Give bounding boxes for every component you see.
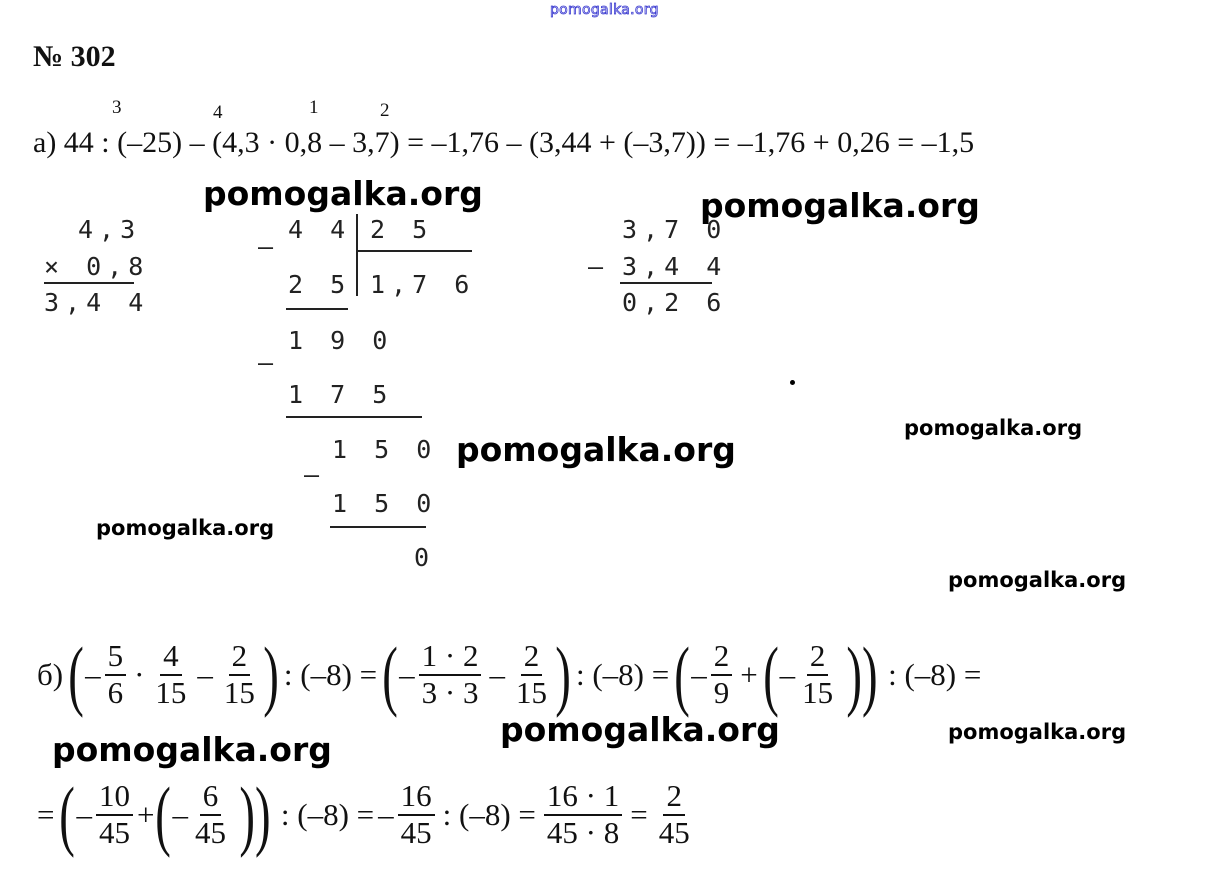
div-line-2 (286, 416, 422, 418)
sub-b: 3,4 4 (622, 252, 728, 281)
fraction: $\frac{2}{15}$ (515, 638, 547, 710)
mult-line (44, 282, 134, 284)
div-op: : (–8) = (888, 657, 982, 692)
plus-op: + (740, 657, 758, 692)
mult-result: 3,4 4 (44, 288, 150, 317)
div-row-3: 1 7 5 (288, 380, 394, 409)
div-line-1 (286, 308, 348, 310)
part-a-equation: а) 44 : (–25) – (4,3 · 0,8 – 3,7) = –1,76 – (3,44 + (–3,7)) = –1,76 + 0,26 = –1,5 (33, 126, 975, 159)
fraction: $\frac{6}{45}$ (194, 778, 226, 850)
div-row-6: 0 (414, 543, 436, 572)
sign: – (76, 797, 92, 832)
watermark: pomogalka.org (456, 430, 736, 469)
paren-close: ) (263, 631, 279, 718)
problem-title: № 302 (33, 40, 116, 73)
part-b-line-2 (33, 770, 697, 860)
sub-result: 0,2 6 (622, 288, 728, 317)
div-row-2: 1 9 0 (288, 326, 394, 355)
order-mark-3: 1 (309, 97, 319, 118)
mult-a: 4,3 (78, 215, 142, 244)
watermark: pomogalka.org (52, 730, 332, 769)
equals: = (630, 797, 648, 832)
watermark: pomogalka.org (948, 720, 1127, 744)
div-op: : (–8) = (575, 657, 670, 692)
div-row-1: 2 5 (288, 270, 352, 299)
div-line-3 (330, 526, 426, 528)
watermark-top: pomogalka.org (550, 2, 659, 18)
watermark: pomogalka.org (904, 416, 1083, 440)
div-divisor: 2 5 (370, 215, 434, 244)
fraction: $\frac{2}{9}$ (711, 640, 733, 709)
div-row-4: 1 5 0 (332, 435, 438, 464)
fraction: $\frac{1 \cdot 2}{3 \cdot 3}$ (419, 640, 482, 709)
part-b-label: б) (37, 657, 64, 692)
sign: – (691, 657, 707, 692)
part-b-line-1 (33, 630, 985, 720)
paren-open: ( (155, 771, 172, 858)
div-op: : (–8) = (283, 657, 378, 692)
watermark: pomogalka.org (203, 174, 483, 213)
div-quotient: 1,7 6 (370, 270, 476, 299)
paren-open: ( (382, 631, 398, 718)
order-mark-2: 4 (213, 102, 223, 123)
paren-open: ( (59, 771, 76, 858)
div-minus-1: – (258, 232, 280, 261)
fraction: $\frac{2}{15}$ (802, 638, 834, 710)
paren-open: ( (674, 631, 690, 718)
div-bar (356, 214, 358, 296)
div-row-5: 1 5 0 (332, 489, 438, 518)
sub-line (620, 282, 712, 284)
sign: – (85, 657, 101, 692)
order-mark-4: 2 (380, 100, 390, 121)
paren-open: ( (762, 631, 779, 718)
equals: = (37, 797, 55, 832)
fraction: $\frac{5}{6}$ (105, 640, 127, 709)
order-mark-1: 3 (112, 97, 122, 118)
watermark: pomogalka.org (948, 568, 1127, 592)
watermark: pomogalka.org (96, 516, 275, 540)
sign: – (399, 657, 415, 692)
watermark: pomogalka.org (700, 186, 980, 225)
minus-op: – (489, 657, 505, 692)
sub-a: 3,7 0 (622, 215, 728, 244)
div-op: : (–8) = (442, 797, 536, 832)
div-op: : (–8) = (280, 797, 375, 832)
fraction: $\frac{2}{45}$ (658, 778, 690, 850)
fraction: $\frac{4}{15}$ (155, 638, 187, 710)
paren-close: )) (239, 771, 271, 858)
minus-op: – (197, 657, 213, 692)
dot-op: · (134, 657, 145, 692)
div-dividend: 4 4 (288, 215, 352, 244)
mult-b: × 0,8 (44, 252, 150, 281)
sign: – (172, 797, 188, 832)
fraction: $\frac{16 \cdot 1}{45 \cdot 8}$ (544, 780, 622, 849)
sign: – (779, 657, 796, 692)
div-minus-2: – (258, 348, 280, 377)
div-minus-3: – (304, 460, 326, 489)
div-top-line (356, 250, 472, 252)
fraction: $\frac{10}{45}$ (96, 780, 133, 849)
paren-close: ) (555, 631, 571, 718)
stray-dot (790, 380, 795, 385)
sign: – (378, 797, 394, 832)
plus-op: + (136, 797, 155, 832)
paren-close: )) (846, 631, 878, 718)
fraction: $\frac{2}{15}$ (223, 638, 255, 710)
sub-minus: – (588, 252, 610, 281)
watermark: pomogalka.org (500, 710, 780, 749)
paren-open: ( (68, 631, 84, 718)
fraction: $\frac{16}{45}$ (398, 780, 435, 849)
